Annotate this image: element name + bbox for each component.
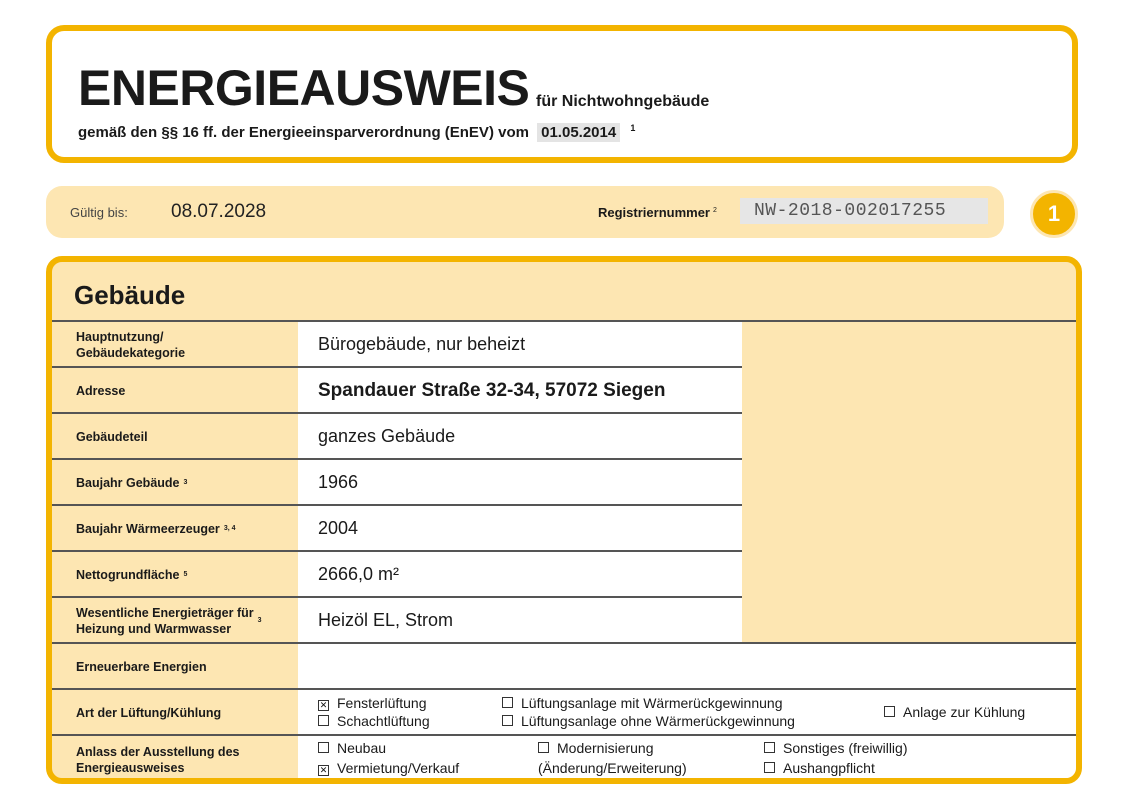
footnote-marker: 3, 4 — [223, 524, 236, 532]
row-label-text: Baujahr Wärmeerzeuger — [76, 521, 220, 536]
ventilation-options — [298, 690, 1076, 735]
modernisation-note: (Änderung/Erweiterung) — [538, 760, 687, 776]
row-value — [298, 644, 1076, 689]
checkbox-icon — [764, 742, 775, 753]
footnote-marker: 2 — [712, 206, 717, 214]
checkbox-ventilation-with-heat-recovery[interactable] — [502, 695, 782, 711]
checkbox-icon — [318, 742, 329, 753]
row-label: Adresse — [76, 383, 126, 398]
page-number-badge: 1 — [1030, 190, 1078, 238]
checkbox-label: Aushangpflicht — [783, 760, 875, 776]
document-subtitle: für Nichtwohngebäude — [536, 93, 710, 110]
checkbox-label: Anlage zur Kühlung — [903, 704, 1026, 720]
row-value: Bürogebäude, nur beheizt — [298, 322, 742, 367]
regulation-line — [78, 123, 635, 141]
checkbox-checked-icon: ✕ — [319, 700, 328, 710]
valid-until-value: 08.07.2028 — [171, 201, 267, 222]
row-issue-occasion — [52, 736, 1076, 784]
title-box — [46, 25, 1078, 163]
checkbox-label: Sonstiges (freiwillig) — [783, 740, 908, 756]
checkbox-label: Lüftungsanlage ohne Wärmerückgewinnung — [521, 713, 795, 729]
checkbox-label: Lüftungsanlage mit Wärmerückgewinnung — [521, 695, 783, 711]
checkbox-new-building[interactable] — [318, 740, 386, 756]
row-value: 2666,0 m² — [298, 552, 742, 597]
row-address — [52, 368, 1076, 413]
row-ventilation — [52, 690, 1076, 735]
checkbox-label: Neubau — [337, 740, 387, 756]
checkbox-icon — [764, 762, 775, 773]
row-value: Spandauer Straße 32-34, 57072 Siegen — [298, 368, 742, 413]
checkbox-label: Vermietung/Verkauf — [337, 760, 460, 776]
row-label: Erneuerbare Energien — [76, 659, 207, 674]
checkbox-label: Schachtlüftung — [337, 713, 430, 729]
checkbox-posting-obligation[interactable] — [764, 760, 875, 776]
row-label — [76, 460, 296, 505]
checkbox-ventilation-without-heat-recovery[interactable] — [502, 713, 795, 729]
checkbox-icon — [502, 715, 513, 726]
checkbox-rental-sale[interactable] — [318, 760, 459, 776]
checkbox-icon — [502, 697, 513, 708]
row-label: Anlass der Ausstellung des Energieausweises — [76, 745, 240, 775]
row-building-part — [52, 414, 1076, 459]
registration-label — [598, 205, 717, 220]
checkbox-shaft-ventilation[interactable] — [318, 713, 430, 729]
row-label-text: Baujahr Gebäude — [76, 475, 180, 490]
checkbox-checked-icon: ✕ — [319, 765, 328, 775]
footnote-marker: 3 — [183, 478, 188, 486]
row-label: Gebäudeteil — [76, 429, 148, 444]
document-title: ENERGIEAUSWEIS — [78, 60, 530, 116]
row-value: Heizöl EL, Strom — [298, 598, 742, 643]
checkbox-icon — [884, 706, 895, 717]
enev-date: 01.05.2014 — [537, 123, 620, 142]
validity-bar — [46, 186, 1004, 238]
row-label-text: Wesentliche Energieträger für Heizung und Warmwasser — [76, 605, 254, 636]
row-label — [76, 506, 296, 551]
row-net-floor-area — [52, 552, 1076, 597]
row-heat-generator-year — [52, 506, 1076, 551]
registration-number: NW-2018-002017255 — [740, 198, 988, 224]
regulation-text: gemäß den §§ 16 ff. der Energieeinsparverordnung (EnEV) vom — [78, 124, 529, 141]
building-section — [46, 256, 1082, 784]
occasion-options — [298, 736, 1076, 784]
checkbox-label: Modernisierung — [557, 740, 654, 756]
row-value: 2004 — [298, 506, 742, 551]
footnote-marker: 3 — [257, 616, 262, 624]
section-title: Gebäude — [74, 280, 186, 310]
checkbox-icon — [538, 742, 549, 753]
row-label — [76, 552, 296, 597]
row-energy-carriers — [52, 598, 1076, 643]
footnote-marker: 1 — [630, 123, 636, 133]
row-year-built — [52, 460, 1076, 505]
checkbox-icon — [318, 715, 329, 726]
valid-until-label: Gültig bis: — [70, 205, 128, 220]
checkbox-other-voluntary[interactable] — [764, 740, 907, 756]
checkbox-window-ventilation[interactable] — [318, 695, 427, 711]
row-value: ganzes Gebäude — [298, 414, 742, 459]
footnote-marker: 5 — [183, 570, 188, 578]
row-value: 1966 — [298, 460, 742, 505]
row-label-text: Nettogrundfläche — [76, 567, 180, 582]
registration-label-text: Registriernummer — [598, 205, 710, 220]
checkbox-label: Fensterlüftung — [337, 695, 427, 711]
row-label: Art der Lüftung/Kühlung — [76, 705, 222, 720]
checkbox-cooling-system[interactable] — [884, 704, 1025, 720]
row-label: Hauptnutzung/ Gebäudekategorie — [76, 329, 186, 360]
row-main-use — [52, 322, 1076, 367]
row-renewable-energy — [52, 644, 1076, 689]
checkbox-modernisation[interactable] — [538, 740, 654, 756]
row-label — [76, 598, 296, 643]
